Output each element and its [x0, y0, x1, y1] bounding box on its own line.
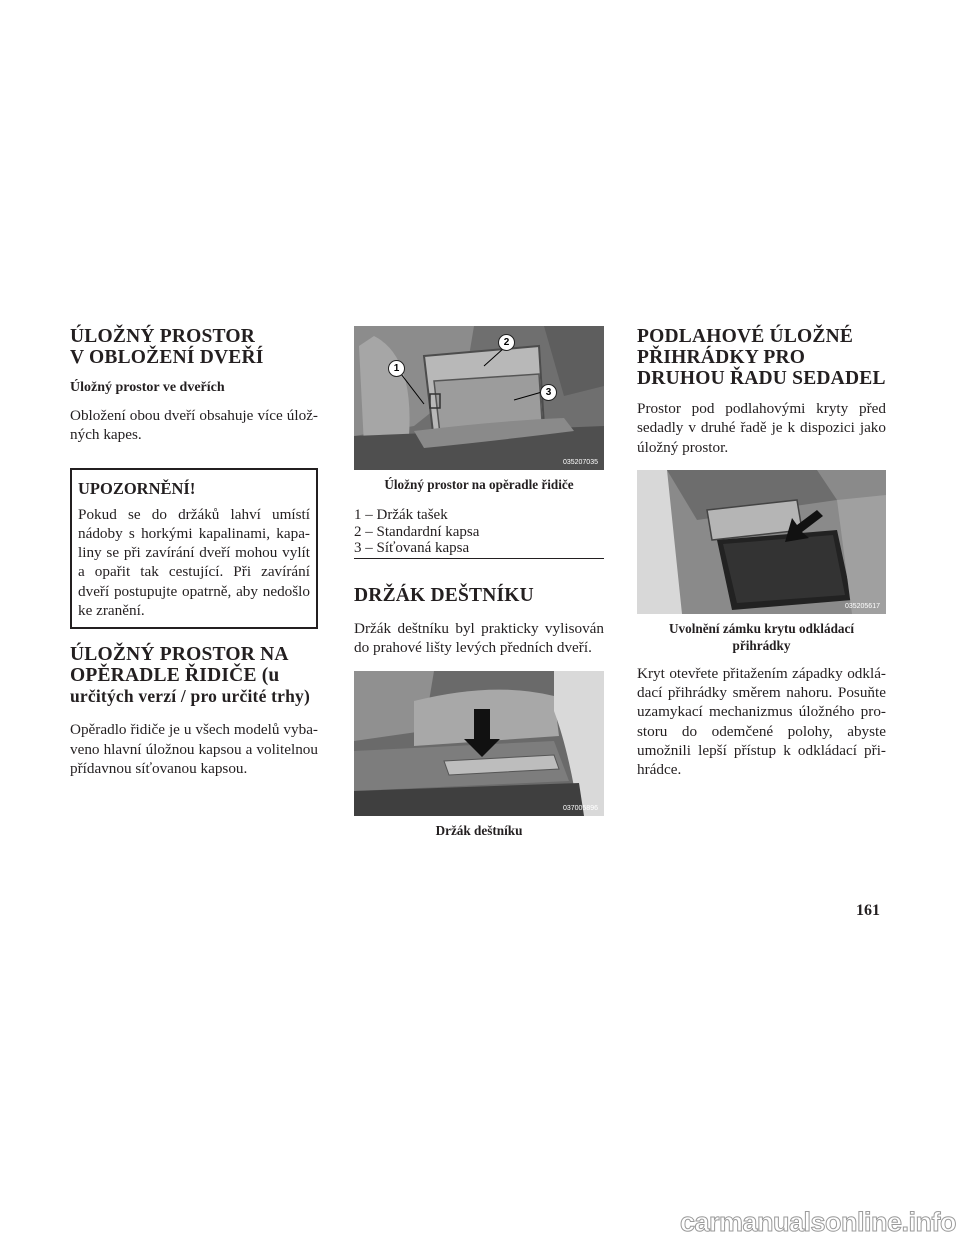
image-code: 035205617	[844, 602, 880, 610]
legend-item: 2 – Standardní kapsa	[354, 523, 480, 540]
subheading-door-storage: Úložný prostor ve dveřích	[70, 380, 225, 395]
section-heading-umbrella-holder: DRŽÁK DEŠTNÍKU	[354, 585, 534, 607]
floor-storage-intro: Prostor pod podlahovými kryty před sedadly v druhé řadě je k dispozici jako úložný prostor.	[637, 400, 886, 456]
floor-storage-illustration	[637, 470, 886, 614]
section-heading-floor-storage	[637, 326, 886, 389]
middle-column	[354, 326, 604, 839]
floor-photo-caption	[637, 620, 886, 654]
warning-box	[70, 468, 318, 630]
heading-line: PODLAHOVÉ ÚLOŽNÉ	[637, 326, 854, 347]
floor-storage-instructions: Kryt otevřete přitažením západky odklá-dací přihrádky směrem nahoru. Posuňte uzamykací mechanizmus úložného pro-storu do odemčené polohy, abyste umožnili lepší přístup k odkládací při-hrádce.	[637, 664, 886, 779]
seatback-illustration	[354, 326, 604, 470]
warning-title: UPOZORNĚNÍ!	[78, 478, 196, 498]
callout-1: 1	[388, 360, 405, 377]
umbrella-holder-photo	[354, 671, 604, 816]
page-number: 161	[856, 902, 880, 919]
image-code: 037005896	[562, 804, 598, 812]
seatback-storage-photo	[354, 326, 604, 470]
watermark: carmanualsonline.info	[679, 1207, 956, 1237]
heading-line: OPĚRADLE ŘIDIČE (u	[70, 665, 280, 687]
legend-item: 3 – Síťovaná kapsa	[354, 540, 470, 557]
heading-line: ÚLOŽNÝ PROSTOR NA	[70, 644, 289, 666]
caption-line: Uvolnění zámku krytu odkládací	[668, 620, 855, 636]
warning-text: Pokud se do držáků lahví umístí nádoby s horkými kapalinami, kapa-liny se při zavírání dveří mohou vylít a opařit tak cestující. Při zavírání dveří postupujte opatrně, aby nedošlo ke zranění.	[78, 505, 310, 620]
umbrella-holder-text: Držák deštníku byl prakticky vylisován do prahové lišty levých předních dveří.	[354, 620, 604, 657]
umbrella-holder-illustration	[354, 671, 604, 816]
heading-line: určitých verzí / pro určité trhy)	[70, 686, 311, 707]
umbrella-photo-caption: Držák deštníku	[435, 822, 523, 838]
callout-3: 3	[540, 384, 557, 401]
heading-line: PŘIHRÁDKY PRO	[637, 347, 806, 368]
heading-line: ÚLOŽNÝ PROSTOR	[70, 326, 256, 347]
right-column	[637, 326, 886, 780]
heading-line: V OBLOŽENÍ DVEŘÍ	[70, 347, 264, 368]
image-code: 035207035	[562, 459, 598, 466]
seatback-storage-text: Opěradlo řidiče je u všech modelů vyba-veno hlavní úložnou kapsou a volitelnou přídavnou síťovanou kapsou.	[70, 721, 318, 777]
section-heading-door-storage	[70, 326, 318, 368]
floor-storage-photo	[637, 470, 886, 614]
section-heading-seatback-storage	[70, 644, 318, 707]
heading-line: DRUHOU ŘADU SEDADEL	[637, 368, 886, 389]
callout-2: 2	[498, 334, 515, 351]
callout-legend	[354, 507, 604, 559]
left-column	[70, 326, 318, 778]
seatback-photo-caption: Úložný prostor na opěradle řidiče	[384, 477, 574, 492]
door-storage-text: Obložení obou dveří obsahuje více úlož-ných kapes.	[70, 407, 318, 444]
caption-line: přihrádky	[732, 637, 791, 653]
legend-item: 1 – Držák tašek	[354, 507, 448, 523]
